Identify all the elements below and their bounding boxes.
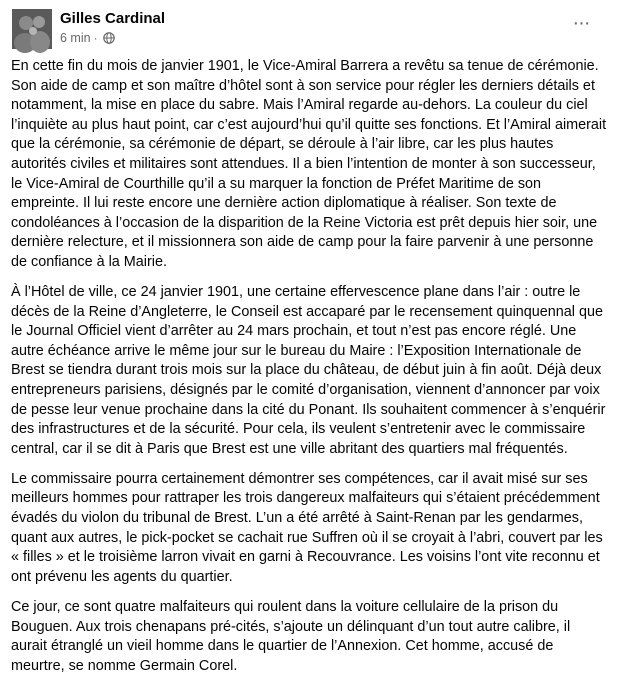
more-options-button[interactable] — [567, 12, 595, 34]
post-header — [0, 0, 617, 50]
more-icon: ··· — [572, 12, 590, 34]
post-meta — [60, 30, 115, 46]
post-paragraph: En cette fin du mois de janvier 1901, le Vice-Amiral Barrera a revêtu sa tenue de cérémonie. Son aide de camp et son maître d’hôtel sont à son service pour régler les derniers détails et notamment, la mise en place du sabre. Mais l’Amiral regarde au-dehors. La couleur du ciel l’inquiète au plus haut point, car c’est aujourd’hui qu’il quitte ses fonctions. Et l’Amiral aimerait que la cérémonie, sa cérémonie de départ, se déroule à l’air libre, car les plus hautes autorités civiles et militaires sont attendues. Il a bien l’intention de monter à son successeur, le Vice-Amiral de Courthille qu’il a su marquer la fonction de Préfet Maritime de son empreinte. Il lui reste encore une dernière action diplomatique à réaliser. Son texte de condoléances à l’occasion de la disparition de la Reine Victoria est prêt depuis hier soir, une dernière relecture, et il missionnera son aide de camp pour la faire parvenir à une personne de confiance à la Mairie. — [11, 58, 607, 270]
post-paragraph: À l’Hôtel de ville, ce 24 janvier 1901, une certaine effervescence plane dans l’air : outre le décès de la Reine d’Angleterre, le Conseil est accaparé par le recensement quinquennal que le Journal Officiel vient d’arrêter au 24 mars prochain, et tout n’est pas encore réglé. Une autre échéance arrive le même jour sur le bureau du Maire : l’Exposition Internationale de Brest se tiendra durant trois mois sur la place du château, de début juin à fin août. Déjà deux entrepreneurs parisiens, désignés par le comité d’organisation, viennent d’annoncer par voix de pesse leur venue prochaine dans la cité du Ponant. Ils souhaitent commencer à s’enquérir des infrastructures et de la sécurité. Pour cela, ils veulent s’entretenir avec le commissaire central, car il se dit à Paris que Brest est une ville abritant des quartiers mal fréquentés. — [11, 284, 606, 457]
author-name[interactable]: Gilles Cardinal — [60, 10, 166, 27]
meta-separator: · — [93, 31, 98, 45]
post-paragraph: Le commissaire pourra certainement démontrer ses compétences, car il avait misé sur ses meilleurs hommes pour rattraper les trois dangereux malfaiteurs qui s’étaient précédemment évadés du violon du tribunal de Brest. L’un a été arrêté à Saint-Renan par les gendarmes, quant aux autres, le pick-pocket se cachait rue Suffren où il se croyait à l’abri, couvert par les « filles » et le troisième larron vivait en garni à Recouvrance. Les voisins l’ont vite reconnu et ont prévenu les agents du quartier. — [11, 470, 603, 585]
post-paragraph: Ce jour, ce sont quatre malfaiteurs qui roulent dans la voiture cellulaire de la prison du Bouguen. Aux trois chenapans pré-cités, s’ajoute un délinquant d’un tout autre calibre, il aurait étranglé un vieil homme dans le quartier de l’Annexion. Cet homme, accusé de meurtre, se nomme Germain Corel. — [11, 598, 571, 674]
post-timestamp[interactable]: 6 min — [60, 31, 91, 45]
globe-icon[interactable] — [103, 32, 115, 44]
avatar[interactable] — [12, 9, 52, 49]
post-body — [11, 57, 609, 687]
